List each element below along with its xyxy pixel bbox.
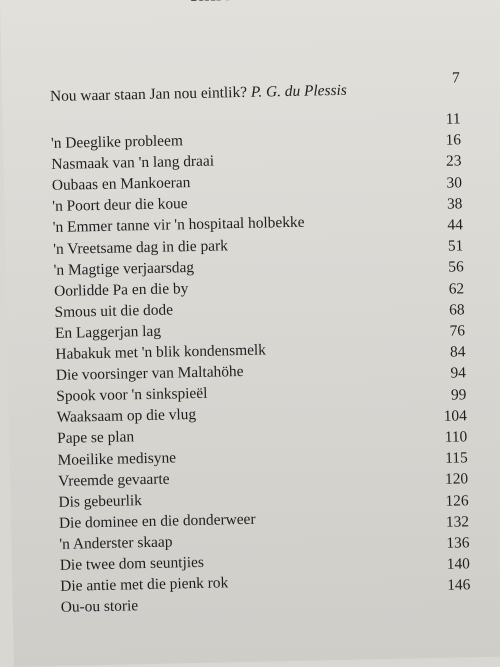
- toc-entry-title: En Laggerjan lag: [54, 322, 162, 342]
- page-heading: [190, 0, 310, 1]
- toc-entry-title: Spook voor 'n sinkspieël: [56, 384, 208, 406]
- intro-title: Nou waar staan Jan nou eintlik?: [49, 83, 248, 105]
- toc-entry-title: 'n Magtige verjaarsdag: [53, 258, 195, 279]
- toc-entry-page-number: 44: [447, 216, 463, 234]
- toc-entry-title: Pape se plan: [57, 428, 135, 448]
- toc-entry-page-number: 84: [449, 343, 466, 361]
- toc-entry-title: Moeilike medisyne: [57, 448, 177, 469]
- toc-entry-title: Smous uit die dode: [54, 301, 174, 321]
- toc-entry-title: Die voorsinger van Maltahöhe: [55, 363, 244, 385]
- toc-entry-page-number: 11: [445, 110, 461, 128]
- toc-entry-title: Waaksaam op die vlug: [56, 406, 197, 427]
- toc-entry-page-number: 23: [445, 152, 462, 171]
- toc-entry-title: 'n Emmer tanne vir 'n hospitaal holbekke: [52, 214, 305, 237]
- toc-entry-page-number: 120: [444, 470, 469, 489]
- toc-entry-page-number: 38: [446, 195, 463, 213]
- toc-entry-page-number: 99: [450, 385, 467, 404]
- toc-entry-title: 'n Deeglike probleem: [50, 132, 184, 152]
- toc-entry-page-number: 140: [446, 555, 471, 573]
- toc-entry-page-number: 56: [448, 258, 464, 277]
- toc-entry-page-number: 16: [445, 131, 462, 149]
- toc-entry-page-number: 136: [446, 534, 470, 552]
- toc-entry-page-number: 115: [445, 449, 468, 467]
- toc-entry-title: 'n Vreetsame dag in die park: [53, 236, 229, 258]
- toc-entry-page-number: 62: [448, 279, 465, 298]
- toc-entry-page-number: 94: [450, 364, 467, 383]
- toc-entry-page-number: 132: [445, 513, 470, 531]
- toc-entry-title: Oorlidde Pa en die by: [53, 279, 189, 300]
- toc-entry-title: Vreemde gevaarte: [57, 470, 170, 490]
- intro-author: P. G. du Plessis: [250, 81, 347, 101]
- toc-entry-title: Die twee dom seuntjies: [59, 553, 205, 574]
- toc-entry-title: Die antie met die pienk rok: [60, 574, 229, 595]
- toc-entry-title: Nasmaak van 'n lang draai: [51, 152, 215, 174]
- toc-entry-page-number: 126: [445, 491, 469, 510]
- toc-entry-page-number: 68: [449, 301, 465, 319]
- toc-entry-title: Ou-ou storie: [60, 597, 139, 617]
- toc-entry-title: Oubaas en Mankoeran: [51, 174, 191, 195]
- toc-entry-page-number: 110: [444, 428, 468, 446]
- toc-entry-title: 'n Poort deur die koue: [52, 195, 188, 216]
- intro-page-number: 7: [451, 69, 460, 87]
- toc-entry-page-number: 104: [443, 407, 467, 425]
- toc-entry-title: Habakuk met 'n blik kondensmelk: [55, 341, 267, 363]
- toc-entry-title: 'n Anderster skaap: [59, 533, 173, 553]
- toc-entry-title: Dis gebeurlik: [58, 491, 143, 511]
- toc-entry-page-number: 30: [446, 173, 463, 192]
- toc-entry-page-number: 51: [447, 237, 464, 255]
- intro-entry: [50, 82, 347, 106]
- toc-entry-page-number: 146: [447, 576, 471, 595]
- toc-entry-title: Die dominee en die donderweer: [58, 510, 256, 532]
- toc-entry-page-number: 76: [449, 322, 466, 340]
